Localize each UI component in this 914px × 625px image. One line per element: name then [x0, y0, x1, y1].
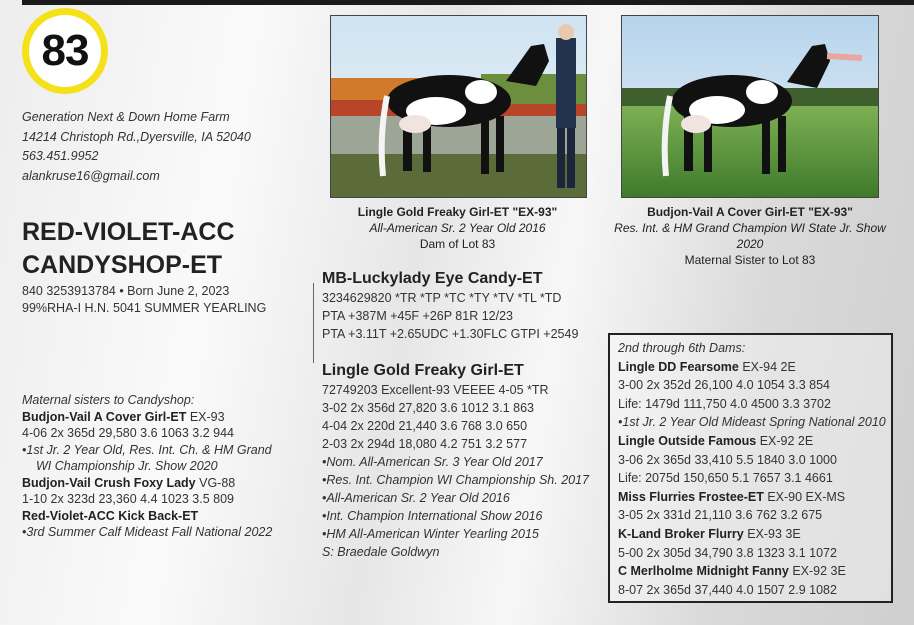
- pedigree-bracket: [313, 283, 314, 363]
- photo-caption-title: All-American Sr. 2 Year Old 2016: [369, 221, 546, 235]
- ancestor-score: EX-92 2E: [756, 433, 814, 448]
- dam-note: •Int. Champion International Show 2016: [322, 509, 543, 523]
- sister-note: •3rd Summer Calf Mideast Fall National 2022: [22, 525, 273, 539]
- ancestor-lifetime: Life: 2075d 150,650 5.1 7657 3.1 4661: [618, 471, 833, 486]
- sister-record: 1-10 2x 323d 23,360 4.4 1023 3.5 809: [22, 492, 234, 506]
- sire-line: PTA +3.11T +2.65UDC +1.30FLC GTPI +2549: [322, 327, 579, 341]
- lot-number: 83: [29, 15, 101, 87]
- sire-block: [322, 269, 578, 343]
- genetic-info-line: 99%RHA-I H.N. 5041 SUMMER YEARLING: [22, 301, 267, 315]
- dam-note: •All-American Sr. 2 Year Old 2016: [322, 491, 510, 505]
- dam-note: •Res. Int. Champion WI Championship Sh. 2017: [322, 473, 590, 487]
- sister-note: WI Championship Jr. Show 2020: [36, 459, 218, 473]
- phone: 563.451.9952: [22, 149, 99, 163]
- sire-name: MB-Luckylady Eye Candy-ET: [322, 270, 543, 287]
- animal-name-line1: RED-VIOLET-ACC: [22, 218, 235, 246]
- sire-line: PTA +387M +45F +26P 81R 12/23: [322, 309, 513, 323]
- dam-sire: S: Braedale Goldwyn: [322, 545, 440, 559]
- dam-photo-caption: [320, 204, 595, 252]
- ancestor-score: EX-92 3E: [788, 564, 846, 579]
- ancestor-name: C Merlholme Midnight Fanny: [618, 564, 789, 579]
- ancestor-score: EX-90 EX-MS: [763, 489, 846, 504]
- email: alankruse16@gmail.com: [22, 168, 160, 183]
- ancestor-dams-box: [608, 333, 893, 603]
- dams-header: 2nd through 6th Dams:: [618, 341, 746, 355]
- dam-record: 4-04 2x 220d 21,440 3.6 768 3.0 650: [322, 419, 528, 433]
- registration-line: 840 3253913784 • Born June 2, 2023: [22, 284, 230, 298]
- animal-name-line2: CANDYSHOP-ET: [22, 251, 223, 279]
- ancestor-note: •1st Jr. 2 Year Old Mideast Spring National 2010: [618, 415, 886, 430]
- photo-caption-name: Budjon-Vail A Cover Girl-ET "EX-93": [647, 205, 853, 219]
- ancestor-name: Lingle Outside Famous: [618, 433, 757, 448]
- ancestor-name: Miss Flurries Frostee-ET: [618, 489, 764, 504]
- sister-score: VG-88: [195, 475, 236, 490]
- ancestor-score: EX-93 3E: [743, 526, 801, 541]
- top-rule: [22, 0, 914, 5]
- photo-caption-title: Res. Int. & HM Grand Champion WI State Jr. Show 2020: [614, 221, 886, 251]
- ancestor-record: 3-05 2x 331d 21,110 3.6 762 3.2 675: [618, 508, 823, 523]
- ancestor-name: Lingle DD Fearsome: [618, 359, 739, 374]
- dam-id: 72749203 Excellent-93 VEEEE 4-05 *TR: [322, 383, 549, 397]
- dam-note: •HM All-American Winter Yearling 2015: [322, 527, 539, 541]
- lot-number-badge: [22, 8, 108, 94]
- farm-name: Generation Next & Down Home Farm: [22, 110, 230, 124]
- ancestor-record: 3-06 2x 365d 33,410 5.5 1840 3.0 1000: [618, 452, 837, 467]
- sister-photo: [621, 15, 879, 198]
- photo-caption-relation: Dam of Lot 83: [419, 237, 496, 251]
- address: 14214 Christoph Rd.,Dyersville, IA 52040: [22, 129, 251, 144]
- dam-note: •Nom. All-American Sr. 3 Year Old 2017: [322, 455, 543, 469]
- sister-name: Budjon-Vail A Cover Girl-ET: [22, 409, 187, 424]
- ancestor-score: EX-94 2E: [738, 359, 796, 374]
- sister-name: Budjon-Vail Crush Foxy Lady: [22, 475, 196, 490]
- dam-photo: [330, 15, 587, 198]
- ancestor-lifetime: Life: 1479d 111,750 4.0 4500 3.3 3702: [618, 396, 831, 411]
- sisters-header: Maternal sisters to Candyshop:: [22, 393, 195, 407]
- sister-name: Red-Violet-ACC Kick Back-ET: [22, 508, 199, 523]
- photo-caption-name: Lingle Gold Freaky Girl-ET "EX-93": [357, 205, 558, 219]
- sister-note: •1st Jr. 2 Year Old, Res. Int. Ch. & HM Grand: [22, 442, 272, 457]
- animal-name: [22, 216, 235, 282]
- dam-record: 2-03 2x 294d 18,080 4.2 751 3.2 577: [322, 437, 528, 451]
- dam-name: Lingle Gold Freaky Girl-ET: [322, 362, 524, 379]
- photo-caption-relation: Maternal Sister to Lot 83: [684, 253, 816, 267]
- sister-score: EX-93: [186, 409, 225, 424]
- maternal-sisters: [22, 392, 302, 541]
- dam-block: [322, 361, 589, 561]
- ancestor-record: 5-00 2x 305d 34,790 3.8 1323 3.1 1072: [618, 545, 837, 560]
- ancestor-record: 8-07 2x 365d 37,440 4.0 1507 2.9 1082: [618, 582, 837, 597]
- sister-record: 4-06 2x 365d 29,580 3.6 1063 3.2 944: [22, 426, 234, 440]
- sire-line: 3234629820 *TR *TP *TC *TY *TV *TL *TD: [322, 291, 562, 305]
- consignor-contact: [22, 108, 251, 186]
- dam-record: 3-02 2x 356d 27,820 3.6 1012 3.1 863: [322, 401, 534, 415]
- sister-photo-caption: [600, 204, 900, 268]
- ancestor-name: K-Land Broker Flurry: [618, 526, 744, 541]
- animal-id-info: [22, 283, 266, 317]
- ancestor-record: 3-00 2x 352d 26,100 4.0 1054 3.3 854: [618, 378, 830, 393]
